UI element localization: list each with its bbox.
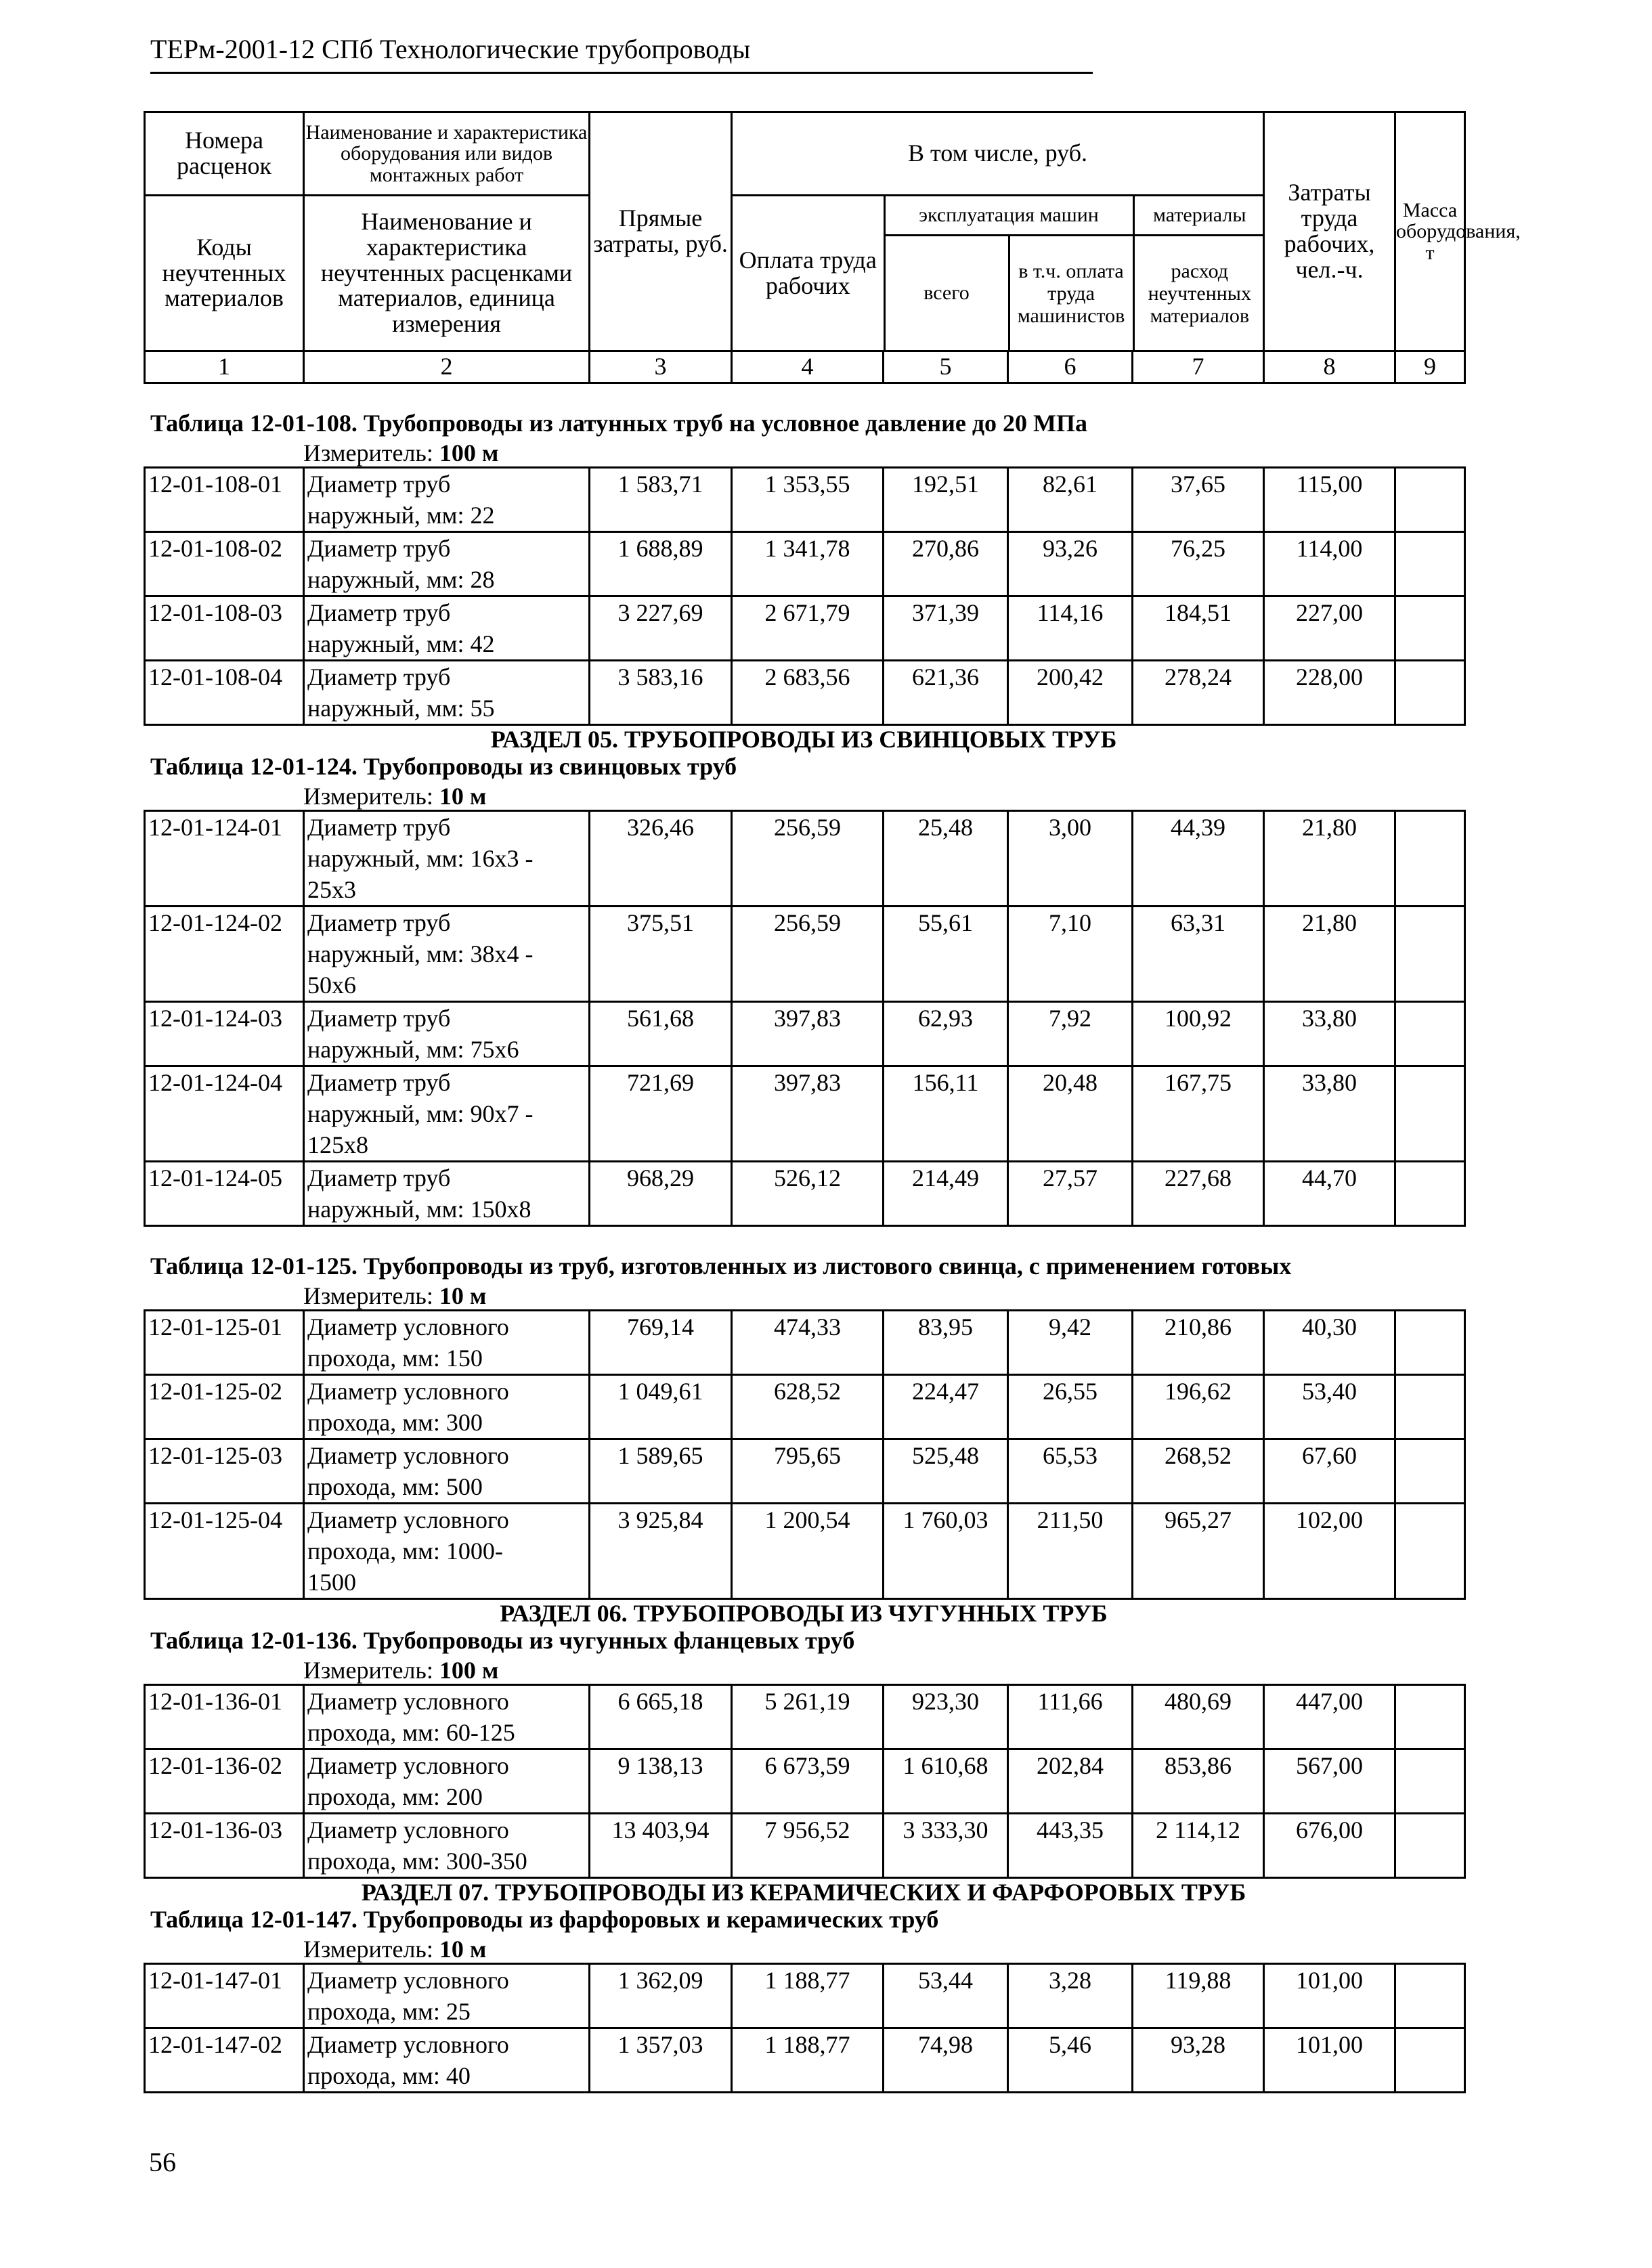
rate-value: 211,50	[1008, 1504, 1133, 1599]
rate-value: 114,16	[1008, 596, 1133, 661]
description-line: наружный, мм: 22	[307, 502, 495, 529]
rate-description	[304, 1066, 590, 1162]
column-number: 3	[590, 351, 732, 383]
unit-label: Измеритель:	[303, 1936, 439, 1963]
rate-code: 12-01-136-02	[145, 1749, 304, 1814]
rate-value	[1395, 596, 1465, 661]
rate-value: 20,48	[1008, 1066, 1133, 1162]
table-row	[145, 1375, 1465, 1439]
rate-value: 33,80	[1264, 1066, 1395, 1162]
rate-value: 567,00	[1264, 1749, 1395, 1814]
section-heading: РАЗДЕЛ 06. ТРУБОПРОВОДЫ ИЗ ЧУГУННЫХ ТРУБ	[500, 1600, 1108, 1627]
rate-code: 12-01-147-01	[145, 1964, 304, 2028]
description-line: Диаметр труб	[307, 663, 451, 691]
description-line: прохода, мм: 300	[307, 1409, 483, 1436]
rate-value: 9 138,13	[590, 1749, 732, 1814]
rate-value: 923,30	[884, 1685, 1008, 1749]
rate-table	[144, 810, 1466, 1227]
table-title: Таблица 12-01-136. Трубопроводы из чугунных фланцевых труб	[150, 1627, 855, 1654]
table-row	[145, 1964, 1465, 2028]
rate-value: 721,69	[590, 1066, 732, 1162]
description-line: Диаметр условного	[307, 2031, 509, 2058]
description-line: прохода, мм: 200	[307, 1783, 483, 1810]
rate-description	[304, 1749, 590, 1814]
rate-value: 114,00	[1264, 532, 1395, 596]
rate-description	[304, 1375, 590, 1439]
rate-description	[304, 1002, 590, 1066]
rate-value: 74,98	[884, 2028, 1008, 2093]
rate-code: 12-01-108-02	[145, 532, 304, 596]
rate-value: 375,51	[590, 907, 732, 1002]
description-line: Диаметр труб	[307, 814, 451, 841]
unit-label: Измеритель:	[303, 439, 439, 466]
rate-value: 1 583,71	[590, 468, 732, 532]
rate-value: 795,65	[732, 1439, 884, 1504]
description-line: Диаметр труб	[307, 1164, 451, 1192]
rate-value: 21,80	[1264, 811, 1395, 907]
rate-value: 676,00	[1264, 1814, 1395, 1878]
running-head: ТЕРм-2001-12 СПб Технологические трубопроводы	[150, 34, 751, 64]
rate-value: 769,14	[590, 1311, 732, 1375]
description-line: прохода, мм: 1000-	[307, 1538, 503, 1565]
rate-value: 83,95	[884, 1311, 1008, 1375]
table-row	[145, 661, 1465, 725]
unit-label: Измеритель:	[303, 783, 439, 810]
table-title: Таблица 12-01-108. Трубопроводы из латунных труб на условное давление до 20 МПа	[150, 410, 1088, 437]
rate-value	[1395, 2028, 1465, 2093]
rate-value: 278,24	[1133, 661, 1264, 725]
description-line: 1500	[307, 1569, 356, 1596]
rate-description	[304, 1685, 590, 1749]
table-row	[145, 1685, 1465, 1749]
rate-code: 12-01-125-01	[145, 1311, 304, 1375]
rate-value: 525,48	[884, 1439, 1008, 1504]
description-line: Диаметр условного	[307, 1688, 509, 1715]
rate-value: 21,80	[1264, 907, 1395, 1002]
rate-value: 100,92	[1133, 1002, 1264, 1066]
description-line: наружный, мм: 42	[307, 630, 495, 657]
rate-value: 1 049,61	[590, 1375, 732, 1439]
rate-value: 37,65	[1133, 468, 1264, 532]
rate-value: 115,00	[1264, 468, 1395, 532]
section-heading: РАЗДЕЛ 07. ТРУБОПРОВОДЫ ИЗ КЕРАМИЧЕСКИХ И ФАРФОРОВЫХ ТРУБ	[361, 1879, 1246, 1906]
rate-table	[144, 1684, 1466, 1879]
rate-description	[304, 1162, 590, 1226]
rate-value: 202,84	[1008, 1749, 1133, 1814]
description-line: прохода, мм: 40	[307, 2062, 471, 2089]
rate-value: 268,52	[1133, 1439, 1264, 1504]
rate-value: 227,00	[1264, 596, 1395, 661]
rate-code: 12-01-124-02	[145, 907, 304, 1002]
header-equipment-mass: Масса оборудования, т	[1395, 112, 1465, 351]
rate-value: 76,25	[1133, 532, 1264, 596]
rate-value: 67,60	[1264, 1439, 1395, 1504]
header-machine-operation: эксплуатация машин	[884, 196, 1133, 236]
header-rule	[150, 72, 1093, 74]
rate-value: 102,00	[1264, 1504, 1395, 1599]
description-line: 125х8	[307, 1131, 368, 1158]
table-title: Таблица 12-01-125. Трубопроводы из труб, изготовленных из листового свинца, с применением готовых	[150, 1252, 1292, 1280]
rate-value: 6 673,59	[732, 1749, 884, 1814]
description-line: наружный, мм: 16х3 -	[307, 845, 534, 872]
rate-value: 1 188,77	[732, 1964, 884, 2028]
rate-value: 397,83	[732, 1066, 884, 1162]
description-line: прохода, мм: 300-350	[307, 1848, 527, 1875]
measurement-unit	[303, 439, 1464, 466]
rate-value: 210,86	[1133, 1311, 1264, 1375]
description-line: Диаметр условного	[307, 1816, 509, 1844]
rate-value: 1 362,09	[590, 1964, 732, 2028]
rate-value	[1395, 1375, 1465, 1439]
rate-value: 196,62	[1133, 1375, 1264, 1439]
rate-value: 2 114,12	[1133, 1814, 1264, 1878]
description-line: прохода, мм: 150	[307, 1345, 483, 1372]
rate-value: 33,80	[1264, 1002, 1395, 1066]
rate-value: 1 357,03	[590, 2028, 732, 2093]
description-line: Диаметр труб	[307, 599, 451, 626]
rate-value	[1395, 1439, 1465, 1504]
rate-value: 82,61	[1008, 468, 1133, 532]
description-line: прохода, мм: 60-125	[307, 1719, 515, 1746]
rate-code: 12-01-125-04	[145, 1504, 304, 1599]
rate-value: 443,35	[1008, 1814, 1133, 1878]
rate-code: 12-01-108-04	[145, 661, 304, 725]
rate-value: 111,66	[1008, 1685, 1133, 1749]
rate-value: 1 610,68	[884, 1749, 1008, 1814]
measurement-unit	[303, 1936, 1464, 1963]
rate-value: 628,52	[732, 1375, 884, 1439]
measurement-unit	[303, 783, 1464, 810]
column-number: 2	[304, 351, 590, 383]
rate-value: 1 188,77	[732, 2028, 884, 2093]
rate-value: 397,83	[732, 1002, 884, 1066]
description-line: наружный, мм: 75х6	[307, 1036, 519, 1063]
rate-description	[304, 1814, 590, 1878]
column-number: 9	[1395, 351, 1465, 383]
rate-table	[144, 466, 1466, 726]
rate-value: 270,86	[884, 532, 1008, 596]
column-number: 7	[1133, 351, 1264, 383]
rate-code: 12-01-125-02	[145, 1375, 304, 1439]
rate-description	[304, 1964, 590, 2028]
rate-table	[144, 1309, 1466, 1600]
rate-value: 3 333,30	[884, 1814, 1008, 1878]
column-number: 8	[1264, 351, 1395, 383]
table-row	[145, 1311, 1465, 1375]
rate-code: 12-01-124-03	[145, 1002, 304, 1066]
rate-value: 9,42	[1008, 1311, 1133, 1375]
header-labor-hours: Затраты труда рабочих, чел.-ч.	[1264, 112, 1395, 351]
description-line: Диаметр условного	[307, 1506, 509, 1533]
rate-value	[1395, 661, 1465, 725]
table-row	[145, 596, 1465, 661]
description-line: Диаметр труб	[307, 535, 451, 562]
unit-value: 10 м	[439, 783, 487, 810]
description-line: Диаметр труб	[307, 471, 451, 498]
rate-value: 44,70	[1264, 1162, 1395, 1226]
rate-value: 62,93	[884, 1002, 1008, 1066]
rate-value: 26,55	[1008, 1375, 1133, 1439]
rate-value: 200,42	[1008, 661, 1133, 725]
rate-value: 156,11	[884, 1066, 1008, 1162]
rate-code: 12-01-147-02	[145, 2028, 304, 2093]
rate-code: 12-01-108-03	[145, 596, 304, 661]
rate-value: 93,28	[1133, 2028, 1264, 2093]
rate-value: 192,51	[884, 468, 1008, 532]
description-line: наружный, мм: 38х4 -	[307, 940, 534, 967]
header-work-description: Наименование и характеристика оборудования или видов монтажных работ	[304, 112, 590, 196]
header-worker-pay: Оплата труда рабочих	[733, 196, 884, 350]
rate-value	[1395, 1814, 1465, 1878]
rate-value: 1 760,03	[884, 1504, 1008, 1599]
rate-value: 228,00	[1264, 661, 1395, 725]
rate-value: 227,68	[1133, 1162, 1264, 1226]
header-material-codes: Коды неучтенных материалов	[145, 196, 304, 351]
rate-value: 3,00	[1008, 811, 1133, 907]
rate-value: 63,31	[1133, 907, 1264, 1002]
rate-value: 25,48	[884, 811, 1008, 907]
rate-value: 326,46	[590, 811, 732, 907]
measurement-unit	[303, 1282, 1464, 1309]
rate-code: 12-01-136-01	[145, 1685, 304, 1749]
rate-value: 3 925,84	[590, 1504, 732, 1599]
rate-value: 214,49	[884, 1162, 1008, 1226]
table-row	[145, 1749, 1465, 1814]
description-line: Диаметр труб	[307, 1069, 451, 1096]
rate-value	[1395, 907, 1465, 1002]
rate-value: 224,47	[884, 1375, 1008, 1439]
rate-value: 1 200,54	[732, 1504, 884, 1599]
table-title: Таблица 12-01-147. Трубопроводы из фарфоровых и керамических труб	[150, 1906, 939, 1933]
section-heading: РАЗДЕЛ 05. ТРУБОПРОВОДЫ ИЗ СВИНЦОВЫХ ТРУБ	[490, 726, 1117, 753]
rate-value: 40,30	[1264, 1311, 1395, 1375]
header-material-description: Наименование и характеристика неучтенных расценками материалов, единица измерения	[304, 196, 590, 351]
rate-value	[1395, 468, 1465, 532]
table-row	[145, 907, 1465, 1002]
description-line: Диаметр условного	[307, 1378, 509, 1405]
rate-value	[1395, 1066, 1465, 1162]
header-subgroup	[732, 196, 1264, 351]
rate-tables	[144, 410, 1464, 2093]
rate-value: 526,12	[732, 1162, 884, 1226]
rate-code: 12-01-124-04	[145, 1066, 304, 1162]
description-line: наружный, мм: 28	[307, 566, 495, 593]
rate-value: 55,61	[884, 907, 1008, 1002]
measurement-unit	[303, 1657, 1464, 1684]
table-row	[145, 1814, 1465, 1878]
rate-value: 968,29	[590, 1162, 732, 1226]
unit-label: Измеритель:	[303, 1657, 439, 1684]
rate-value	[1395, 532, 1465, 596]
description-line: Диаметр труб	[307, 909, 451, 936]
rate-value: 167,75	[1133, 1066, 1264, 1162]
rate-description	[304, 532, 590, 596]
rate-value: 65,53	[1008, 1439, 1133, 1504]
rate-value	[1395, 1311, 1465, 1375]
header-unaccounted-materials: расход неучтенных материалов	[1148, 259, 1251, 327]
description-line: прохода, мм: 25	[307, 1998, 471, 2025]
table-row	[145, 1002, 1465, 1066]
header-subgroup-table	[733, 196, 1265, 350]
rate-value: 1 353,55	[732, 468, 884, 532]
rate-value: 119,88	[1133, 1964, 1264, 2028]
description-line: 25х3	[307, 876, 356, 903]
rate-value: 6 665,18	[590, 1685, 732, 1749]
rate-value: 27,57	[1008, 1162, 1133, 1226]
rate-value: 371,39	[884, 596, 1008, 661]
header-materials: материалы	[1133, 196, 1265, 236]
rate-value	[1395, 1685, 1465, 1749]
table-row	[145, 1439, 1465, 1504]
description-line: Диаметр труб	[307, 1005, 451, 1032]
rate-code: 12-01-136-03	[145, 1814, 304, 1878]
rate-description	[304, 1504, 590, 1599]
rate-value: 7 956,52	[732, 1814, 884, 1878]
rate-value: 3,28	[1008, 1964, 1133, 2028]
rate-value: 3 227,69	[590, 596, 732, 661]
rate-value: 965,27	[1133, 1504, 1264, 1599]
column-number: 4	[732, 351, 884, 383]
rate-description	[304, 907, 590, 1002]
column-header-table	[144, 111, 1521, 384]
description-line: прохода, мм: 500	[307, 1473, 483, 1500]
description-line: 50х6	[307, 972, 356, 999]
rate-value	[1395, 1504, 1465, 1599]
rate-description	[304, 1439, 590, 1504]
unit-value: 100 м	[439, 1657, 499, 1684]
rate-value: 1 341,78	[732, 532, 884, 596]
rate-value: 474,33	[732, 1311, 884, 1375]
unit-value: 100 м	[439, 439, 499, 466]
unit-label: Измеритель:	[303, 1282, 439, 1309]
rate-description	[304, 1311, 590, 1375]
table-row	[145, 1066, 1465, 1162]
table-title: Таблица 12-01-124. Трубопроводы из свинцовых труб	[150, 753, 737, 780]
header-including-group: В том числе, руб.	[732, 112, 1264, 196]
rate-value: 184,51	[1133, 596, 1264, 661]
rate-description	[304, 811, 590, 907]
rate-value	[1395, 1002, 1465, 1066]
rate-value: 621,36	[884, 661, 1008, 725]
rate-value: 3 583,16	[590, 661, 732, 725]
rate-value	[1395, 1749, 1465, 1814]
rate-value	[1395, 1162, 1465, 1226]
page-content	[144, 111, 1521, 2093]
unit-value: 10 м	[439, 1936, 487, 1963]
rate-value: 13 403,94	[590, 1814, 732, 1878]
rate-value: 5 261,19	[732, 1685, 884, 1749]
rate-value: 561,68	[590, 1002, 732, 1066]
description-line: Диаметр условного	[307, 1313, 509, 1340]
rate-value: 256,59	[732, 907, 884, 1002]
rate-value: 7,92	[1008, 1002, 1133, 1066]
rate-value	[1395, 1964, 1465, 2028]
rate-value: 256,59	[732, 811, 884, 907]
description-line: Диаметр условного	[307, 1752, 509, 1779]
rate-value: 101,00	[1264, 1964, 1395, 2028]
header-operator-pay: в т.ч. оплата труда машинистов	[1009, 236, 1133, 351]
rate-value: 447,00	[1264, 1685, 1395, 1749]
description-line: наружный, мм: 90х7 -	[307, 1100, 534, 1127]
table-row	[145, 2028, 1465, 2093]
page-number: 56	[149, 2147, 176, 2177]
table-row	[145, 811, 1465, 907]
description-line: наружный, мм: 55	[307, 695, 495, 722]
rate-value: 93,26	[1008, 532, 1133, 596]
column-number: 1	[145, 351, 304, 383]
table-row	[145, 1504, 1465, 1599]
description-line: наружный, мм: 150х8	[307, 1196, 531, 1223]
rate-value: 2 683,56	[732, 661, 884, 725]
header-direct-costs: Прямые затраты, руб.	[590, 112, 732, 351]
rate-value: 5,46	[1008, 2028, 1133, 2093]
table-row	[145, 532, 1465, 596]
rate-value: 480,69	[1133, 1685, 1264, 1749]
rate-value: 1 589,65	[590, 1439, 732, 1504]
column-number-row	[145, 351, 1465, 383]
header-rate-numbers: Номера расценок	[145, 112, 304, 196]
table-row	[145, 1162, 1465, 1226]
rate-value: 44,39	[1133, 811, 1264, 907]
rate-table	[144, 1963, 1466, 2093]
header-machine-total: всего	[884, 236, 1009, 351]
rate-code: 12-01-125-03	[145, 1439, 304, 1504]
rate-description	[304, 2028, 590, 2093]
table-row	[145, 468, 1465, 532]
rate-value	[1395, 811, 1465, 907]
column-number: 6	[1008, 351, 1133, 383]
description-line: Диаметр условного	[307, 1442, 509, 1469]
rate-value: 2 671,79	[732, 596, 884, 661]
rate-value: 53,44	[884, 1964, 1008, 2028]
rate-value: 7,10	[1008, 907, 1133, 1002]
rate-description	[304, 661, 590, 725]
rate-value: 101,00	[1264, 2028, 1395, 2093]
description-line: Диаметр условного	[307, 1967, 509, 1994]
rate-code: 12-01-108-01	[145, 468, 304, 532]
rate-description	[304, 468, 590, 532]
unit-value: 10 м	[439, 1282, 487, 1309]
rate-value: 1 688,89	[590, 532, 732, 596]
rate-code: 12-01-124-05	[145, 1162, 304, 1226]
rate-value: 853,86	[1133, 1749, 1264, 1814]
column-number: 5	[884, 351, 1008, 383]
rate-value: 53,40	[1264, 1375, 1395, 1439]
rate-description	[304, 596, 590, 661]
rate-code: 12-01-124-01	[145, 811, 304, 907]
